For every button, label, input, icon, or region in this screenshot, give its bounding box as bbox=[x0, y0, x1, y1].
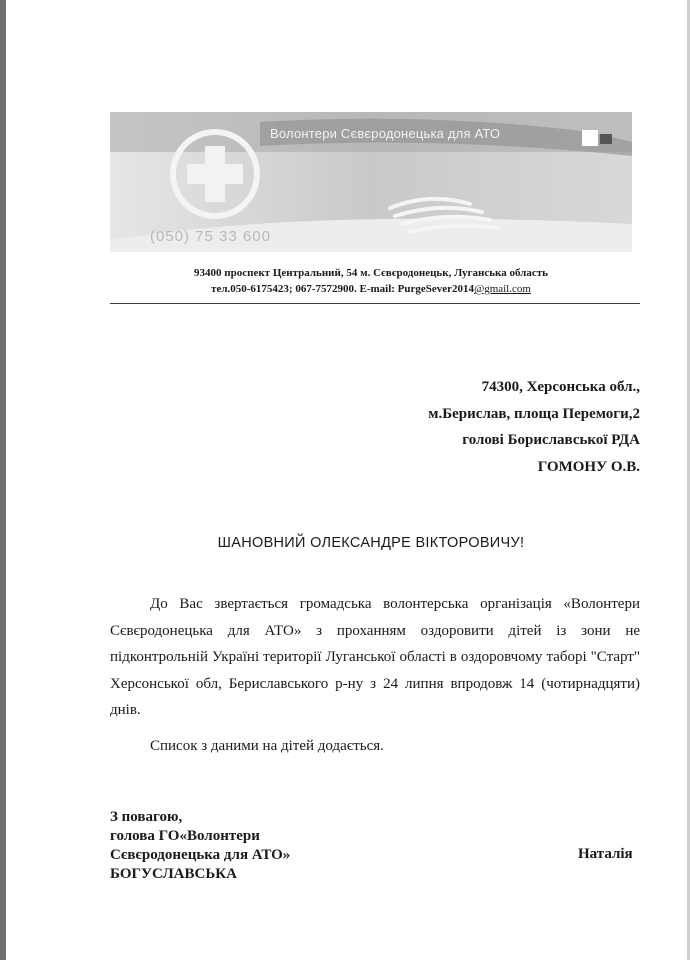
signoff-line-2: голова ГО«Волонтери bbox=[110, 828, 260, 844]
sender-contacts-prefix: тел.050-6175423; 067-7572900. E-mail: PurgeSever2014 bbox=[211, 283, 475, 295]
page-left-edge-shadow bbox=[0, 0, 6, 960]
signoff-line-3: Сєвєродонецька для АТО» bbox=[110, 847, 291, 863]
sender-block bbox=[110, 265, 632, 297]
recipient-line-4: ГОМОНУ О.В. bbox=[537, 459, 640, 476]
recipient-line-2: м.Берислав, площа Перемоги,2 bbox=[428, 405, 640, 422]
recipient-line-3: голові Бориславської РДА bbox=[462, 432, 640, 449]
signoff-block bbox=[110, 808, 370, 884]
header-divider bbox=[110, 303, 640, 304]
signoff-line-4: БОГУСЛАВСЬКА bbox=[110, 866, 237, 882]
recipient-line-1: 74300, Херсонська обл., bbox=[481, 379, 640, 395]
sender-address: 93400 проспект Центральний, 54 м. Сєвєродонецьк, Луганська область bbox=[194, 267, 548, 279]
signoff-line-1: З повагою, bbox=[110, 809, 183, 825]
salutation: ШАНОВНИЙ ОЛЕКСАНДРЕ ВІКТОРОВИЧУ! bbox=[217, 535, 525, 551]
recipient-block bbox=[280, 374, 640, 481]
letterhead-faint-phone: (050) 75 33 600 bbox=[150, 228, 271, 245]
body-paragraph-1: До Вас звертається громадська волонтерська організація «Волонтери Сєвєродонецька для АТО» з проханням оздоровити дітей із зони не підконтрольній Україні території Луганської області в оздоровчому таборі "Старт" Херсонської обл, Бериславського р-ну з 24 липня впродовж 14 (чотирнадцяти) днів. bbox=[110, 596, 640, 718]
letterhead-banner bbox=[110, 112, 632, 252]
body-paragraph-2: Список з даними на дітей додається. bbox=[150, 738, 384, 754]
letterhead-org-banner: Волонтери Сєвєродонецька для АТО bbox=[270, 126, 501, 141]
sender-email-domain: @gmail.com bbox=[474, 283, 531, 295]
signer-first-name: Наталія bbox=[578, 846, 633, 862]
sender-contacts bbox=[110, 281, 632, 297]
